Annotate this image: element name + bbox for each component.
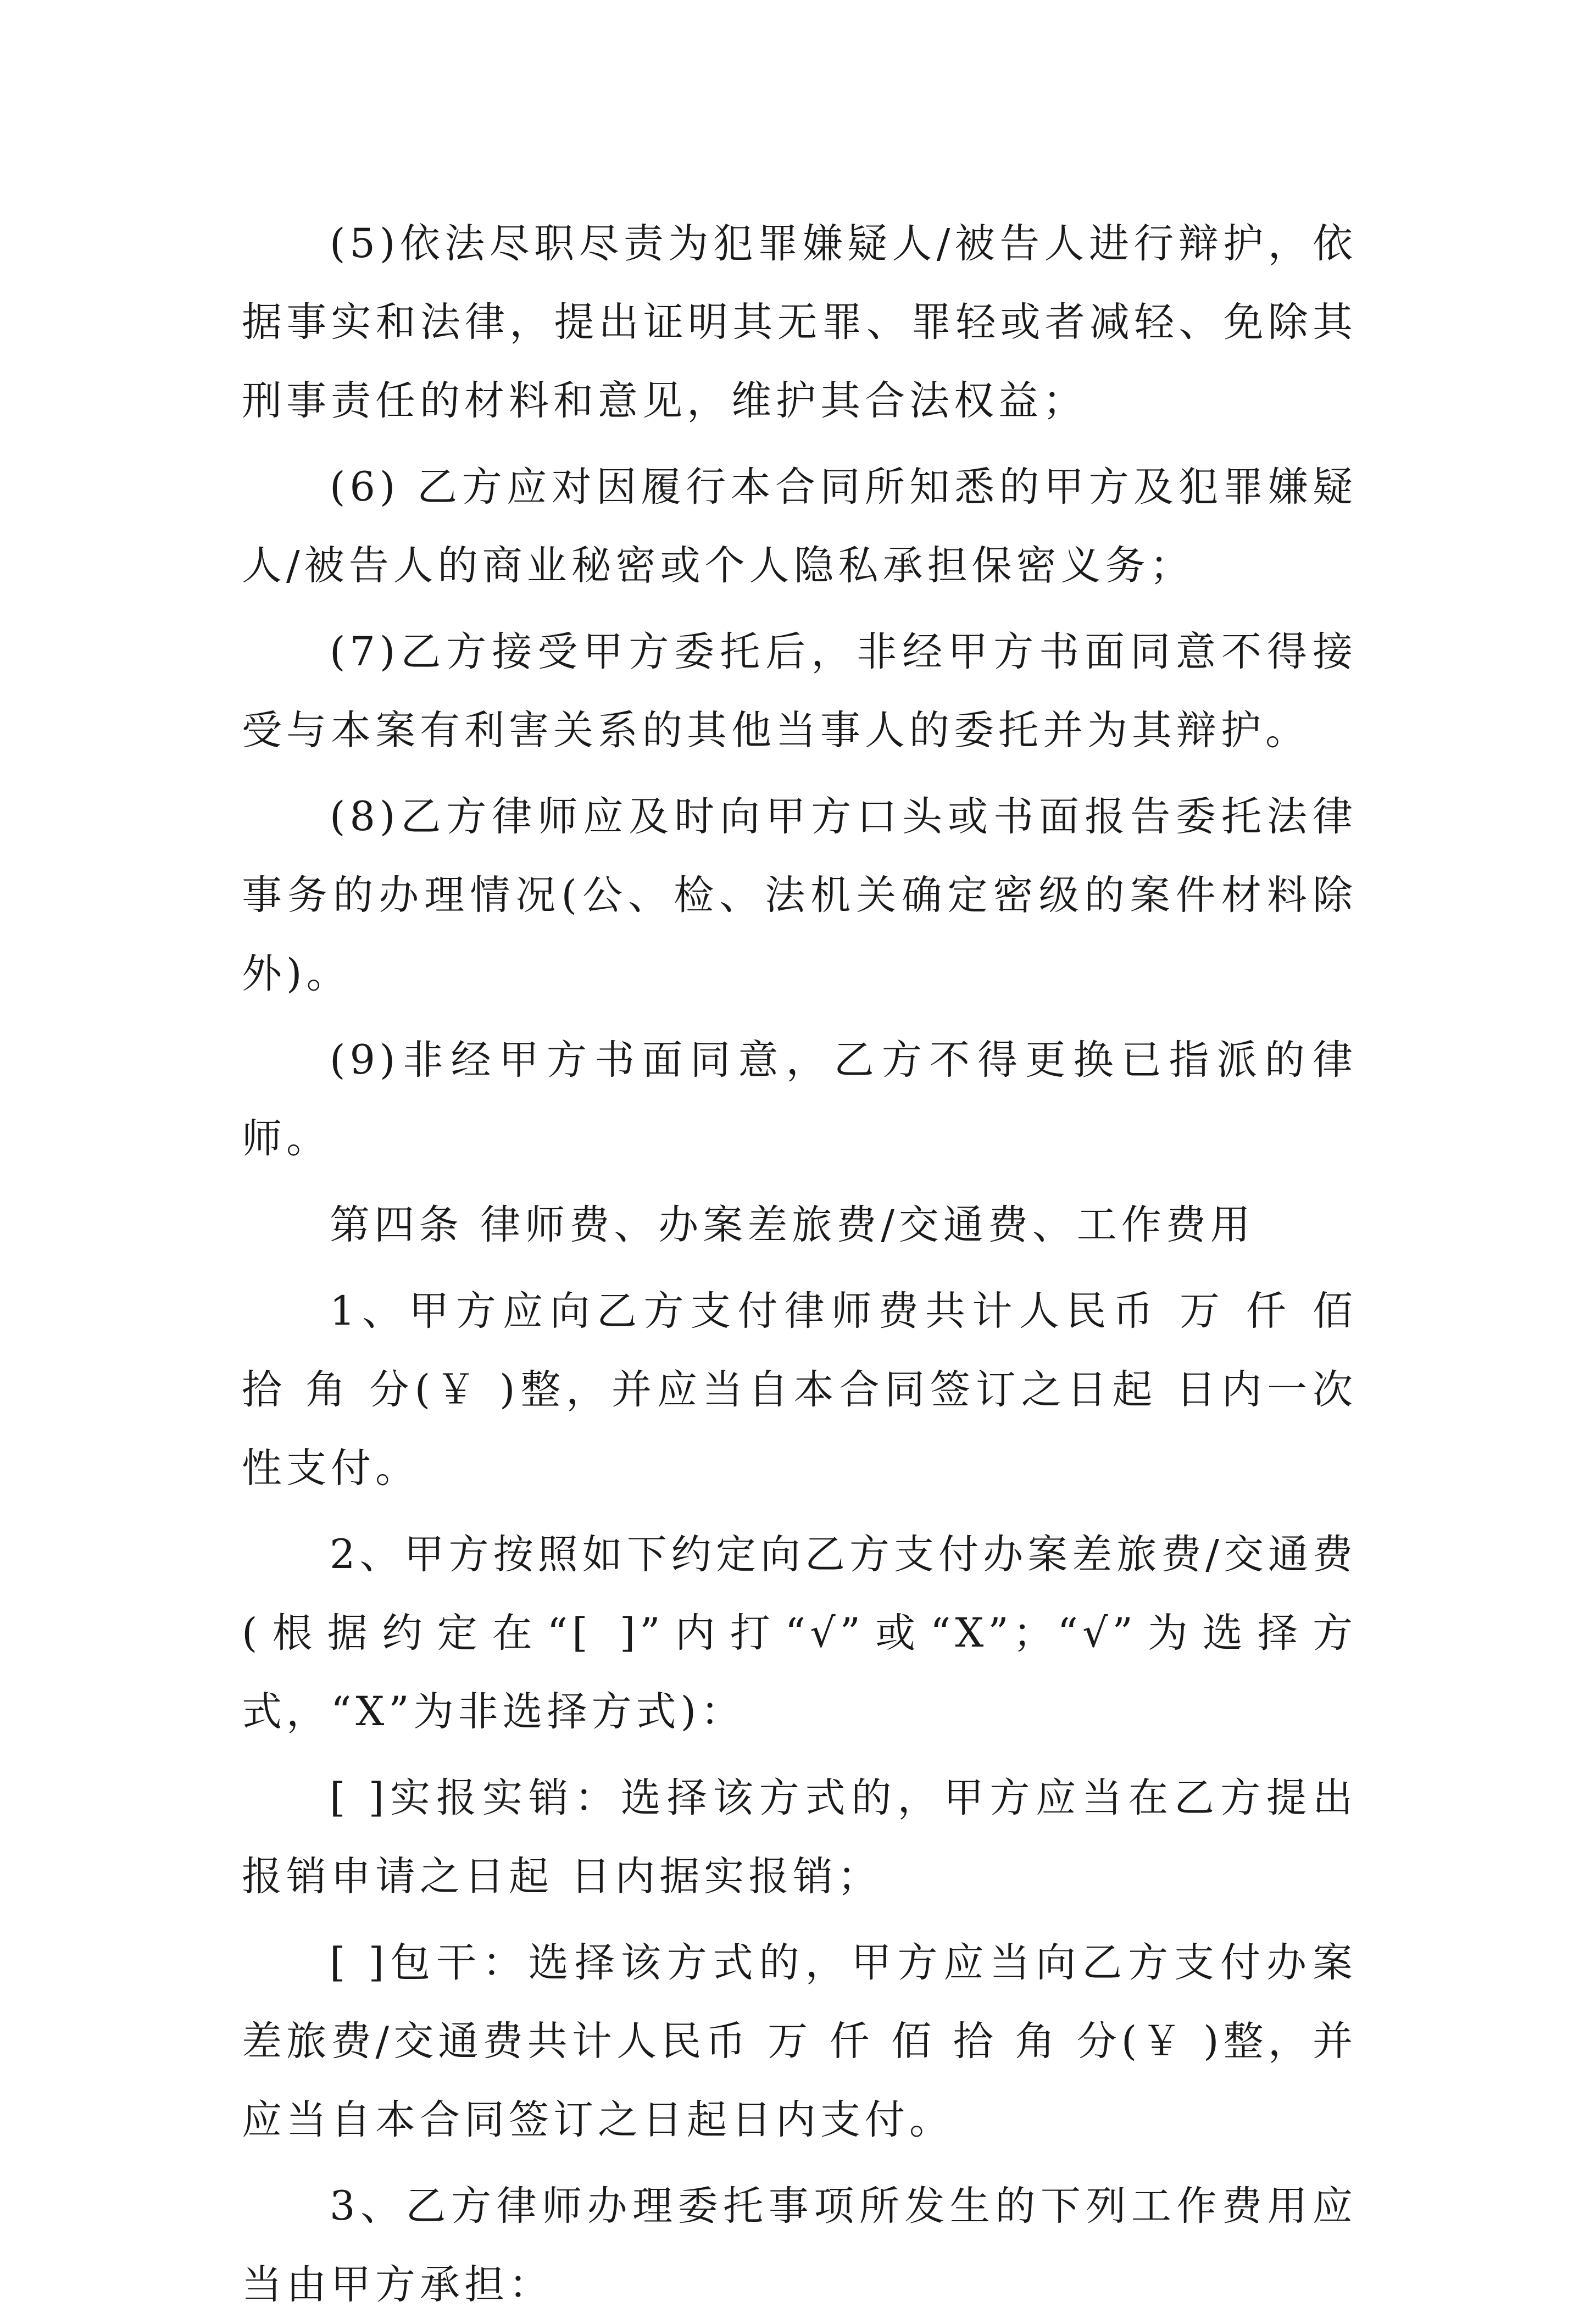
clause-6-paragraph: (6) 乙方应对因履行本合同所知悉的甲方及犯罪嫌疑人/被告人的商业秘密或个人隐私承担保密义务； xyxy=(242,464,1357,589)
fee-item-3-paragraph: 3、乙方律师办理委托事项所发生的下列工作费用应当由甲方承担： xyxy=(242,2183,1357,2308)
document-body xyxy=(242,204,1357,2324)
article-4-heading: 第四条 律师费、办案差旅费/交通费、工作费用 xyxy=(330,1202,1255,1248)
clause-5-paragraph: (5)依法尽职尽责为犯罪嫌疑人/被告人进行辩护，依据事实和法律，提出证明其无罪、罪轻或者减轻、免除其刑事责任的材料和意见，维护其合法权益； xyxy=(242,220,1357,424)
option-lump-sum: [ ]包干：选择该方式的，甲方应当向乙方支付办案差旅费/交通费共计人民币 万 仟 佰 拾 角 分(￥ )整，并应当自本合同签订之日起日内支付。 xyxy=(242,1939,1357,2143)
fee-item-1-paragraph: 1、甲方应向乙方支付律师费共计人民币 万 仟 佰 拾 角 分(￥ )整，并应当自本合同签订之日起 日内一次性支付。 xyxy=(242,1288,1357,1492)
clause-8-paragraph: (8)乙方律师应及时向甲方口头或书面报告委托法律事务的办理情况(公、检、法机关确定密级的案件材料除外)。 xyxy=(242,793,1357,997)
clause-7-paragraph: (7)乙方接受甲方委托后，非经甲方书面同意不得接受与本案有利害关系的其他当事人的委托并为其辩护。 xyxy=(242,629,1357,754)
option-actual-reimbursement: [ ]实报实销：选择该方式的，甲方应当在乙方提出报销申请之日起 日内据实报销； xyxy=(242,1775,1357,1900)
clause-9-paragraph: (9)非经甲方书面同意，乙方不得更换已指派的律师。 xyxy=(242,1037,1357,1162)
fee-item-2-paragraph: 2、甲方按照如下约定向乙方支付办案差旅费/交通费(根据约定在“[ ]”内打“√”或“X”；“√”为选择方式，“X”为非选择方式)： xyxy=(242,1531,1357,1735)
